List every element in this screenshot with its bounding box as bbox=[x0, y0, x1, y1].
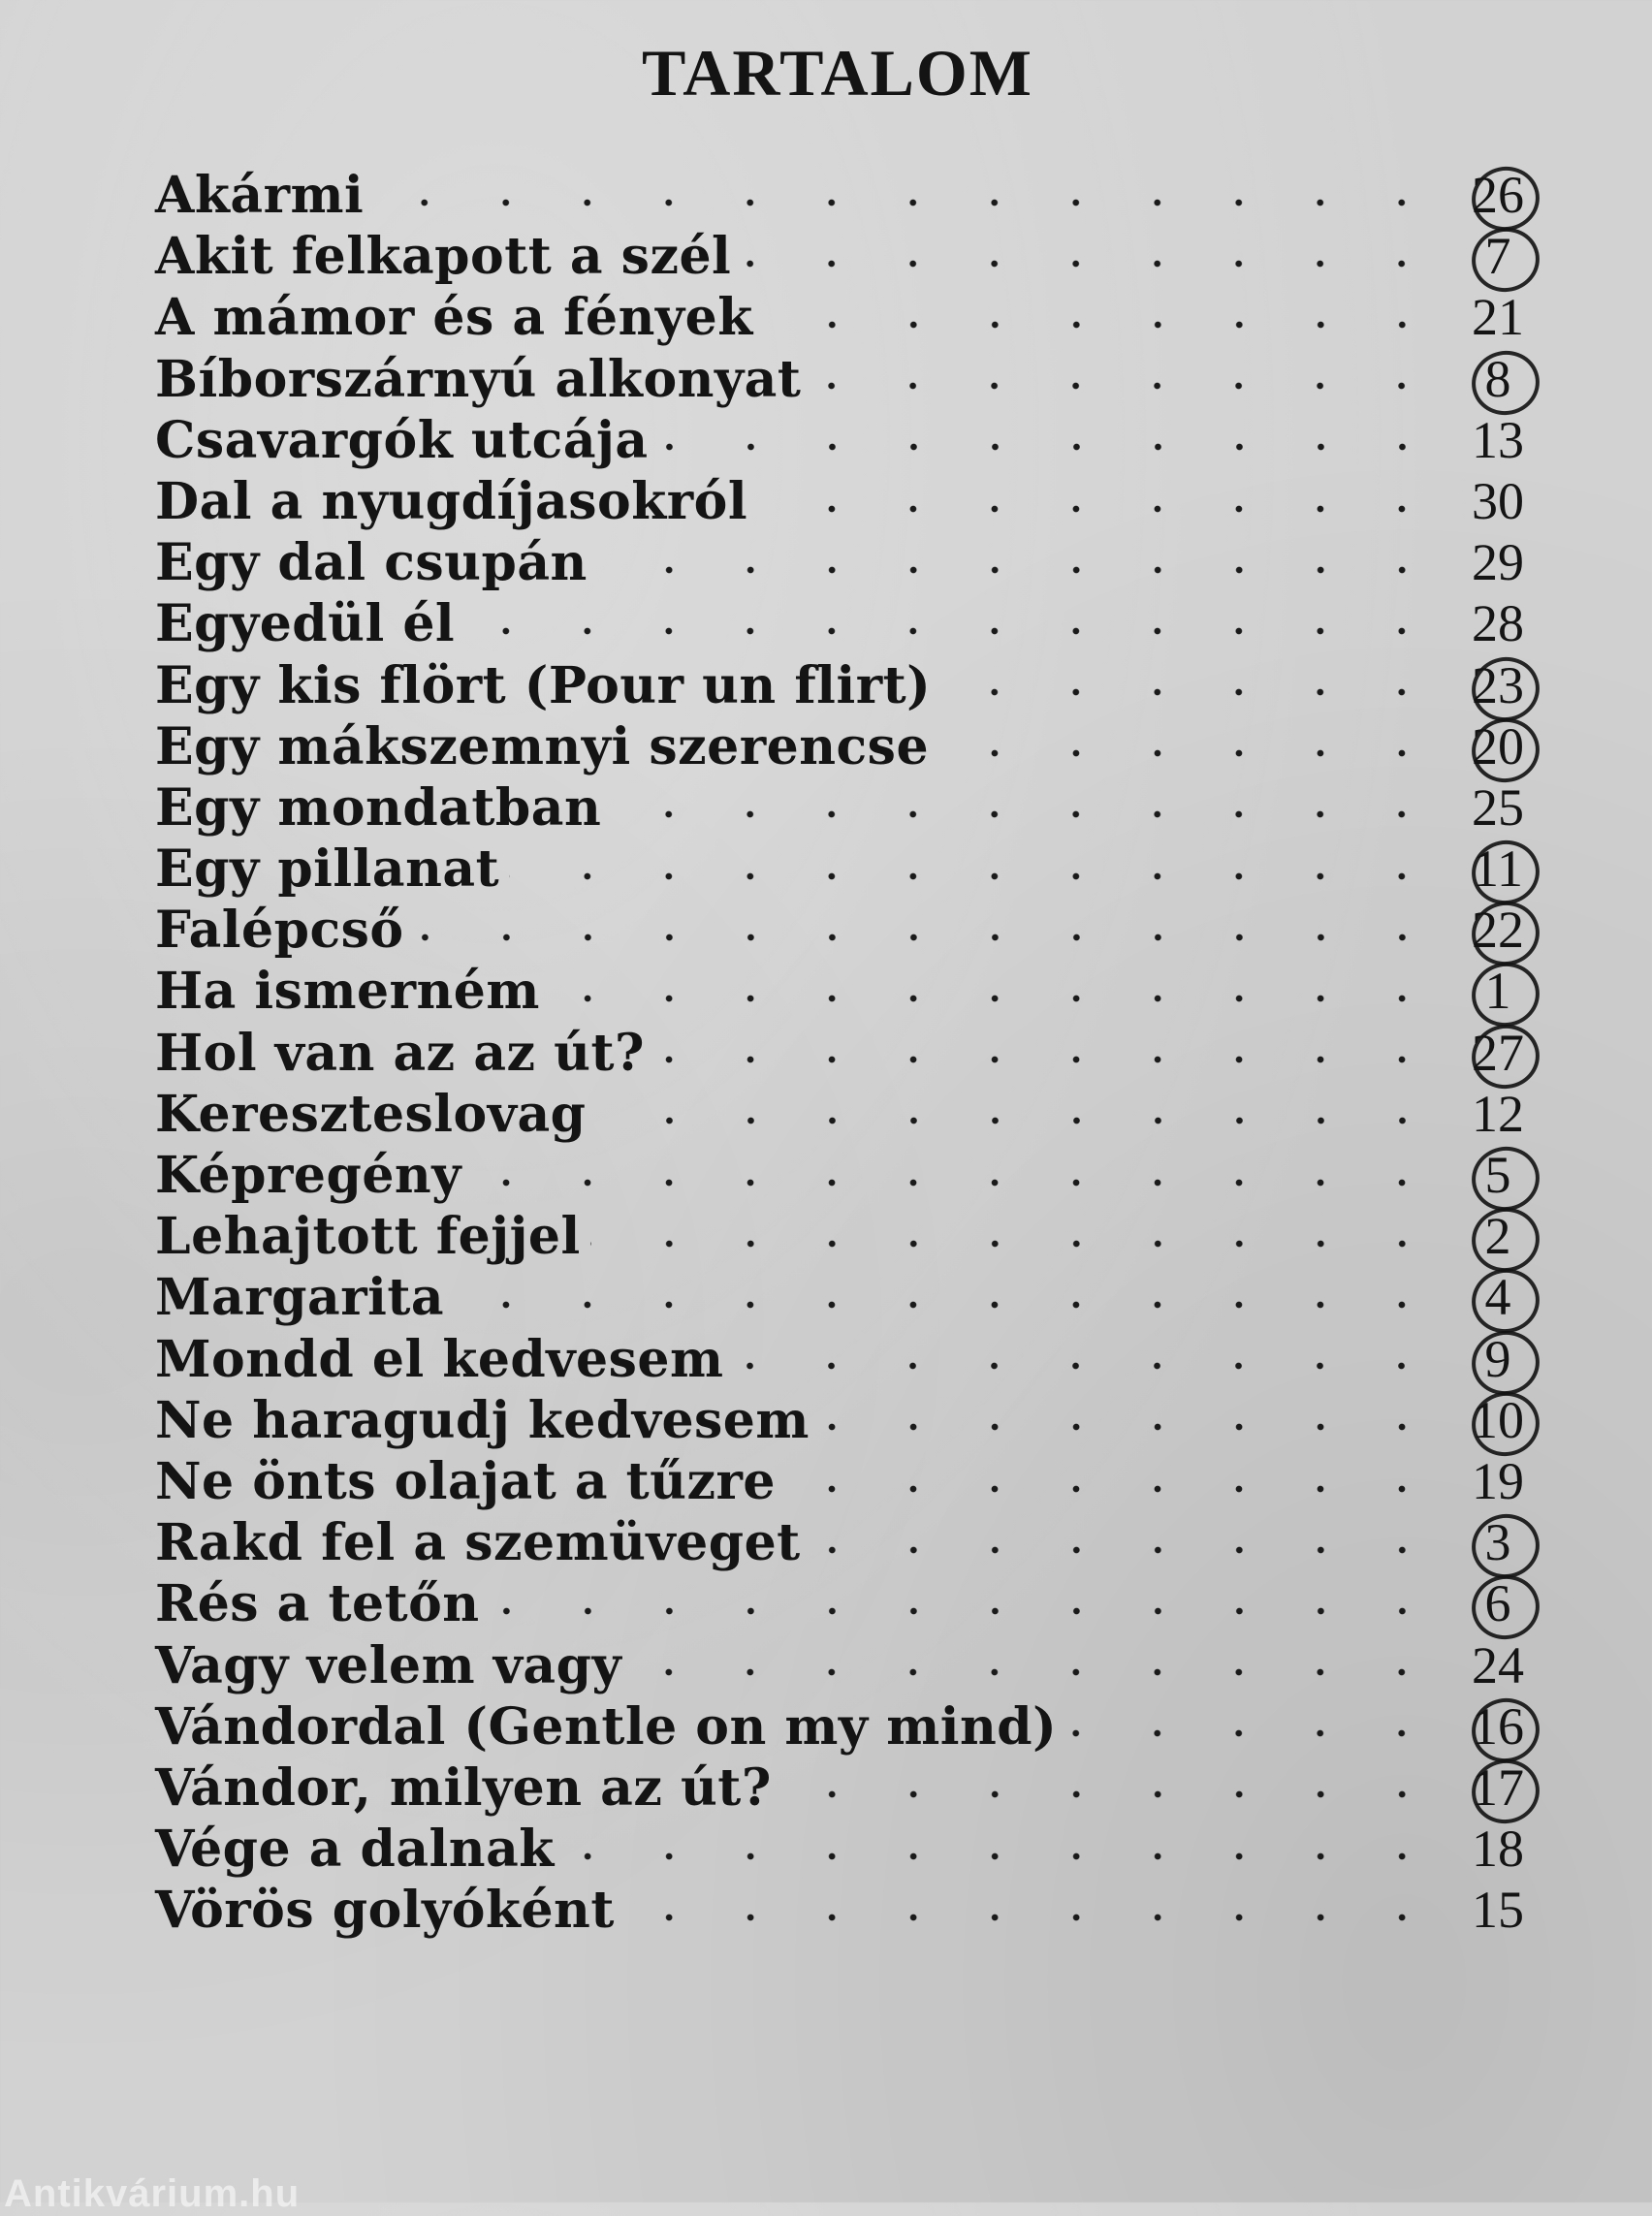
page-number: 28 bbox=[1472, 594, 1524, 653]
page-number: 18 bbox=[1472, 1820, 1524, 1879]
entry-title: Vörös golyóként bbox=[155, 1881, 615, 1941]
entry-title: Egy mondatban bbox=[155, 777, 602, 838]
dot-leader bbox=[550, 994, 1443, 1003]
dot-leader bbox=[624, 1913, 1443, 1922]
entry-title: Akármi bbox=[155, 166, 365, 225]
entry-title: Egy dal csupán bbox=[155, 533, 588, 593]
toc-entry bbox=[155, 1023, 1532, 1084]
toc-entry bbox=[155, 1145, 1532, 1206]
page-number-circled: 11 bbox=[1464, 839, 1532, 900]
page-number-circled: 2 bbox=[1464, 1206, 1532, 1267]
dot-leader bbox=[631, 1667, 1443, 1677]
page-number-circled: 10 bbox=[1464, 1390, 1532, 1451]
dot-leader bbox=[810, 1545, 1443, 1555]
page-number: 29 bbox=[1472, 533, 1524, 592]
toc-entry bbox=[155, 532, 1532, 593]
page-number-circled: 22 bbox=[1464, 900, 1532, 961]
toc-entry bbox=[155, 1880, 1532, 1941]
entry-title: Vándor, milyen az út? bbox=[155, 1757, 772, 1818]
toc-entry bbox=[155, 1451, 1532, 1512]
page-number-circled: 7 bbox=[1464, 226, 1532, 287]
dot-leader bbox=[781, 1789, 1443, 1799]
page-number-circled: 23 bbox=[1464, 655, 1532, 716]
entry-title: Dal a nyugdíjasokról bbox=[155, 471, 748, 531]
entry-title: Képregény bbox=[155, 1146, 461, 1205]
toc-entry bbox=[155, 900, 1532, 961]
page-number: 13 bbox=[1472, 410, 1524, 469]
dot-leader bbox=[733, 1361, 1443, 1371]
toc-entry bbox=[155, 165, 1532, 226]
entry-title: Mondd el kedvesem bbox=[155, 1329, 724, 1389]
page-number: 21 bbox=[1472, 288, 1524, 347]
toc-entry bbox=[155, 1512, 1532, 1573]
dot-leader bbox=[741, 259, 1443, 269]
dot-leader bbox=[414, 933, 1443, 942]
page-number: 12 bbox=[1472, 1084, 1524, 1143]
page-number: 19 bbox=[1472, 1451, 1524, 1510]
dot-leader bbox=[785, 1484, 1443, 1494]
entry-title: Hol van az az út? bbox=[155, 1023, 645, 1083]
toc-entry bbox=[155, 1267, 1532, 1328]
entry-title: Margarita bbox=[155, 1268, 445, 1328]
page-number-circled: 17 bbox=[1464, 1757, 1532, 1819]
entry-title: Vége a dalnak bbox=[155, 1820, 555, 1880]
entry-title: Ne haragudj kedvesem bbox=[155, 1390, 810, 1450]
entry-title: Falépcső bbox=[155, 901, 404, 961]
dot-leader bbox=[590, 1239, 1443, 1249]
dot-leader bbox=[1066, 1728, 1443, 1738]
page-number: 25 bbox=[1472, 777, 1524, 837]
toc-entry bbox=[155, 1819, 1532, 1880]
page-title: TARTALOM bbox=[642, 36, 1033, 110]
entry-title: A mámor és a fények bbox=[155, 288, 753, 348]
entry-title: Egy mákszemnyi szerencse bbox=[155, 716, 930, 776]
dot-leader bbox=[938, 748, 1443, 758]
toc-entry bbox=[155, 1757, 1532, 1819]
entry-title: Egyedül él bbox=[155, 594, 456, 654]
toc-entry bbox=[155, 287, 1532, 348]
dot-leader bbox=[810, 381, 1443, 391]
table-of-contents bbox=[155, 165, 1532, 1941]
dot-leader bbox=[490, 1606, 1443, 1616]
page-number-circled: 8 bbox=[1464, 349, 1532, 410]
dot-leader bbox=[611, 809, 1443, 819]
page-number-circled: 20 bbox=[1464, 716, 1532, 777]
toc-entry bbox=[155, 1329, 1532, 1390]
page-number-circled: 5 bbox=[1464, 1145, 1532, 1206]
dot-leader bbox=[658, 442, 1443, 452]
page-number-circled: 3 bbox=[1464, 1512, 1532, 1573]
toc-entry bbox=[155, 839, 1532, 900]
entry-title: Ne önts olajat a tűzre bbox=[155, 1451, 777, 1511]
page-number: 24 bbox=[1472, 1635, 1524, 1694]
page-number-circled: 27 bbox=[1464, 1023, 1532, 1084]
entry-title: Rakd fel a szemüveget bbox=[155, 1513, 801, 1573]
toc-entry bbox=[155, 1206, 1532, 1267]
page-number-circled: 4 bbox=[1464, 1267, 1532, 1328]
toc-entry bbox=[155, 471, 1532, 532]
toc-entry bbox=[155, 593, 1532, 654]
dot-leader bbox=[757, 504, 1443, 514]
toc-entry bbox=[155, 349, 1532, 410]
dot-leader bbox=[596, 1116, 1443, 1125]
toc-entry bbox=[155, 777, 1532, 839]
entry-title: Akit felkapott a szél bbox=[155, 227, 732, 287]
dot-leader bbox=[654, 1055, 1443, 1064]
toc-entry bbox=[155, 1696, 1532, 1757]
page-number: 15 bbox=[1472, 1881, 1524, 1940]
toc-entry bbox=[155, 410, 1532, 471]
watermark: Antikvárium.hu bbox=[4, 2172, 301, 2215]
entry-title: Csavargók utcája bbox=[155, 410, 649, 470]
page-number: 30 bbox=[1472, 471, 1524, 530]
toc-entry bbox=[155, 716, 1532, 777]
page-number-circled: 1 bbox=[1464, 961, 1532, 1022]
entry-title: Egy pillanat bbox=[155, 839, 500, 900]
page-number-circled: 9 bbox=[1464, 1329, 1532, 1390]
toc-entry bbox=[155, 655, 1532, 716]
entry-title: Rés a tetőn bbox=[155, 1574, 480, 1634]
page-number-circled: 6 bbox=[1464, 1573, 1532, 1634]
dot-leader bbox=[464, 626, 1443, 636]
dot-leader bbox=[564, 1852, 1443, 1861]
dot-leader bbox=[373, 198, 1443, 207]
toc-entry bbox=[155, 226, 1532, 287]
entry-title: Ha ismerném bbox=[155, 962, 540, 1022]
toc-entry bbox=[155, 1635, 1532, 1696]
dot-leader bbox=[509, 871, 1443, 881]
entry-title: Kereszteslovag bbox=[155, 1084, 587, 1144]
toc-entry bbox=[155, 1084, 1532, 1145]
page-number-circled: 16 bbox=[1464, 1696, 1532, 1757]
dot-leader bbox=[763, 320, 1443, 330]
dot-leader bbox=[597, 565, 1443, 575]
dot-leader bbox=[471, 1178, 1443, 1187]
entry-title: Vagy velem vagy bbox=[155, 1635, 622, 1695]
page-number-circled: 26 bbox=[1464, 165, 1532, 226]
entry-title: Vándordal (Gentle on my mind) bbox=[155, 1696, 1058, 1757]
dot-leader bbox=[454, 1300, 1443, 1310]
toc-entry bbox=[155, 1390, 1532, 1451]
dot-leader bbox=[940, 687, 1443, 697]
entry-title: Egy kis flört (Pour un flirt) bbox=[155, 655, 932, 715]
toc-entry bbox=[155, 1573, 1532, 1634]
entry-title: Bíborszárnyú alkonyat bbox=[155, 349, 802, 409]
toc-entry bbox=[155, 961, 1532, 1022]
dot-leader bbox=[819, 1422, 1443, 1432]
entry-title: Lehajtott fejjel bbox=[155, 1207, 581, 1267]
